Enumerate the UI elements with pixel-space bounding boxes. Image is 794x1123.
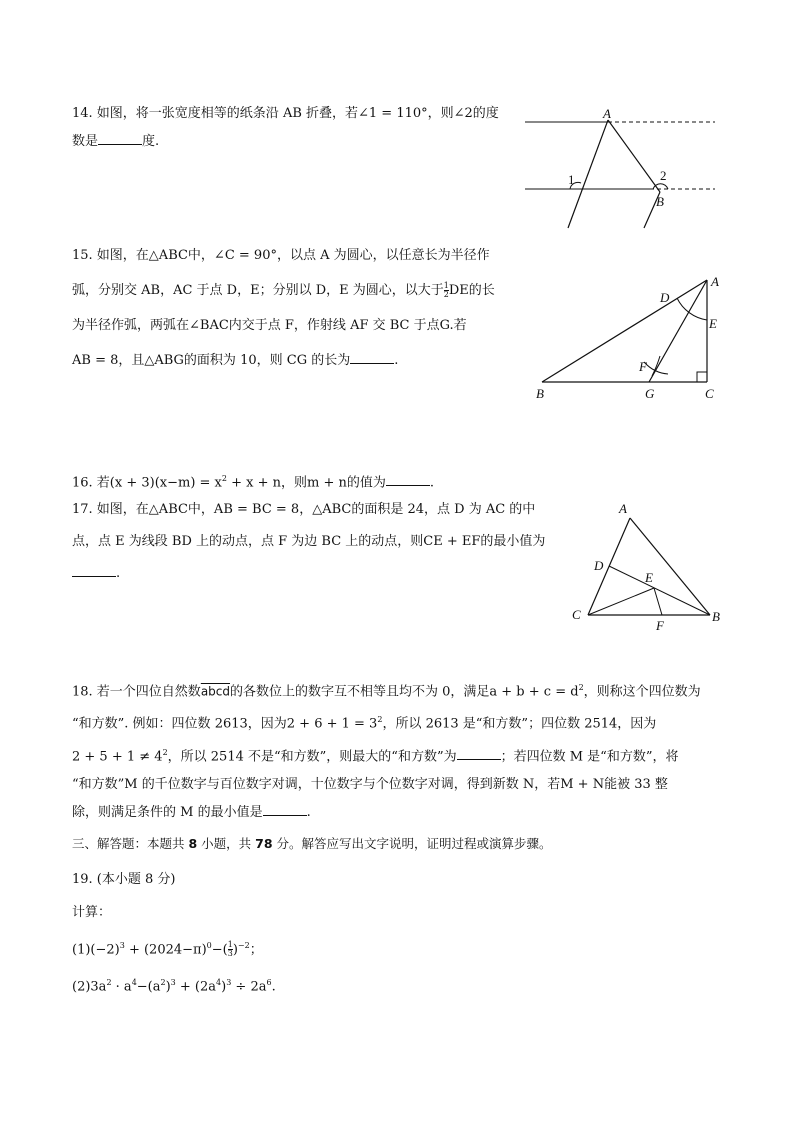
q19-title: 19. (本小题 8 分) <box>72 872 176 887</box>
q14-figure <box>520 100 720 240</box>
question-14 <box>72 100 499 156</box>
q14-line1: 14. 如图，将一张宽度相等的纸条沿 AB 折叠，若∠1 = 110°，则∠2的度 <box>72 106 499 121</box>
label-F: F <box>639 359 647 374</box>
q19-part2: $(2)3a^2 \cdot a^4-(a^2)^3 + (2a^4)^3 \div 2a^6$. <box>72 978 276 995</box>
question-19 <box>72 863 276 1004</box>
q19-part1: $(1)(-2)^3 + (2024-\pi)^0-$( $\frac{1}{3}$ )$^{-2}$； <box>72 940 263 959</box>
label-angle-2: 2 <box>660 168 667 183</box>
q18-line2: “和方数”. 例如：四位数 2613，因为$2 + 6 + 1 = 3^2$，所以 2613 是“和方数”；四位数 2514，因为 <box>72 715 657 732</box>
q18-line4: “和方数”M 的千位数字与百位数字对调，十位数字与个位数字对调，得到新数 N，若M + N能被 33 整 <box>72 776 668 792</box>
label-B: B <box>712 609 720 624</box>
question-18 <box>72 674 701 827</box>
q14-line2: 数是 度. <box>72 128 499 156</box>
q17-line3: . <box>72 558 545 590</box>
fold-line-ab <box>608 120 660 192</box>
answer-blank[interactable] <box>386 471 430 486</box>
label-F: F <box>656 618 664 633</box>
label-E: E <box>645 570 653 585</box>
answer-blank[interactable] <box>350 349 394 364</box>
arc-from-D <box>652 356 660 376</box>
answer-blank[interactable] <box>72 562 116 577</box>
q17-figure <box>565 498 730 638</box>
segment-EF <box>654 588 662 615</box>
question-17 <box>72 494 545 590</box>
arc-DE <box>677 298 707 320</box>
q18-line5: 除，则满足条件的 M 的最小值是 . <box>72 799 701 827</box>
right-angle-mark <box>697 372 707 382</box>
q15-line4: AB = 8，且△ABG的面积为 10，则 CG 的长为 . <box>72 343 495 378</box>
label-C: C <box>705 386 714 401</box>
label-angle-1: 1 <box>568 172 575 187</box>
label-B: B <box>536 386 544 401</box>
label-C: C <box>572 607 581 622</box>
question-15 <box>72 238 495 378</box>
q18-line1: 18. 若一个四位自然数abcd的各数位上的数字互不相等且均不为 0，满足$a + b + c = d^2$，则称这个四位数为 <box>72 683 701 700</box>
section-3-heading: 三、解答题：本题共 8 小题，共 78 分。解答应写出文字说明，证明过程或演算步骤。 <box>72 836 552 851</box>
q17-line2: 点，点 E 为线段 BD 上的动点，点 F 为边 BC 上的动点，则CE + EF的最小值为 <box>72 534 546 549</box>
label-E: E <box>709 316 717 331</box>
q15-line1: 15. 如图，在△ABC中，∠C = 90°，以点 A 为圆心，以任意长为半径作 <box>72 248 490 263</box>
q18-line3: $2 + 5 + 1 \ne 4^2$，所以 2514 不是“和方数”，则最大的“和方数”为 ；若四位数 M 是“和方数”，将 <box>72 739 701 771</box>
label-G: G <box>645 386 655 401</box>
label-A: A <box>711 274 719 289</box>
q15-line2: 弧，分别交 AB，AC 于点 D，E；分别以 D，E 为圆心，以大于 $\frac{1}{2}$ DE的长 <box>72 281 495 299</box>
label-A: A <box>603 106 611 121</box>
q19-calc: 计算： <box>72 905 112 920</box>
side-AB <box>542 280 707 382</box>
q15-line3: 为半径作弧，两弧在∠BAC内交于点 F，作射线 AF 交 BC 于点G.若 <box>72 318 467 333</box>
label-B: B <box>656 194 664 209</box>
q15-figure <box>530 270 730 405</box>
fraction-half: $\frac{1}{2}$ <box>443 281 449 299</box>
question-16: 16. 若$(x + 3)(x-m) = x^2 + x + n$，则m + n的值为 . <box>72 465 434 497</box>
label-D: D <box>660 290 670 305</box>
q17-line1: 17. 如图，在△ABC中，AB = BC = 8，△ABC的面积是 24，点 D 为 AC 的中 <box>72 502 536 517</box>
label-A: A <box>619 501 627 516</box>
side-AB <box>630 518 710 615</box>
label-D: D <box>594 558 604 573</box>
answer-blank[interactable] <box>98 130 142 145</box>
answer-blank[interactable] <box>457 745 501 760</box>
fraction-third: $\frac{1}{3}$ <box>227 940 233 959</box>
answer-blank[interactable] <box>263 801 307 816</box>
ray-AF <box>649 280 707 382</box>
